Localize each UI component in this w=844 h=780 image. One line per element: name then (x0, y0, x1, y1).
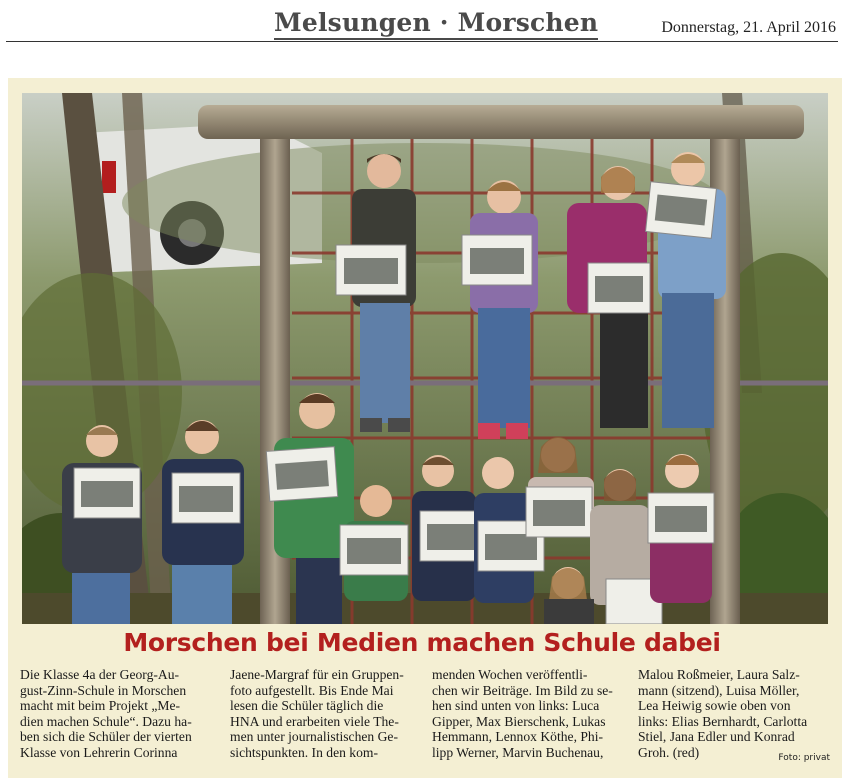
section-title: Melsungen · Morschen (274, 8, 598, 40)
article-headline: Morschen bei Medien machen Schule dabei (123, 628, 721, 657)
article-column-4: Malou Roßmeier, Laura Salz- mann (sitzend), Luisa Möller, Lea Heiwig sowie oben von links: Elias Bernhardt, Carlotta Stiel, Jana Edler und Konrad Groh. (red) (638, 667, 808, 760)
article-column-1: Die Klasse 4a der Georg-Au- gust-Zinn-Schule in Morschen macht mit beim Projekt „Me- dien machen Schule“. Dazu ha- ben sich die Schüler der vierten Klasse von Lehrerin Corinna (20, 667, 192, 760)
issue-date: Donnerstag, 21. April 2016 (661, 19, 836, 36)
photo-credit: Foto: privat (778, 753, 830, 763)
header-rule (6, 41, 838, 42)
group-photo (22, 93, 828, 624)
group-photo-illustration (22, 93, 828, 624)
article-column-2: Jaene-Margraf für ein Gruppen- foto aufgestellt. Bis Ende Mai lesen die Schüler täglich die HNA und erarbeiten viele The- men unter journalistischen Ge- sichtspunkten. In den kom- (230, 667, 404, 760)
page-header (0, 0, 844, 44)
article-column-3: menden Wochen veröffentli- chen wir Beiträge. Im Bild zu se- hen sind unten von links: Luca Gipper, Max Bierschenk, Lukas Hemmann, Lennox Köthe, Phi- lipp Werner, Marvin Buchenau, (432, 667, 613, 760)
